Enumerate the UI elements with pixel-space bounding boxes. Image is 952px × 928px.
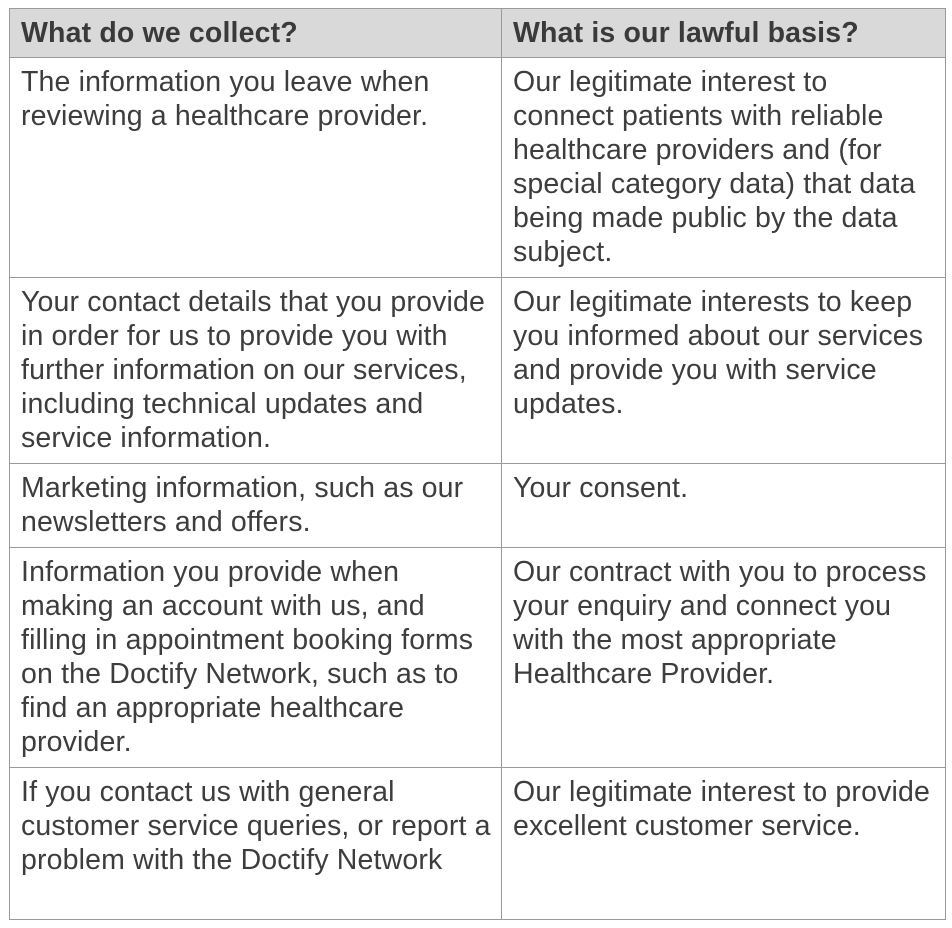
cell-collect: If you contact us with general customer service queries, or report a problem with the Doctify Network <box>10 768 502 920</box>
cell-collect: Marketing information, such as our newsletters and offers. <box>10 464 502 548</box>
table-row <box>10 768 946 920</box>
cell-lawful-basis: Our contract with you to process your enquiry and connect you with the most appropriate Healthcare Provider. <box>502 548 946 768</box>
lawful-basis-table-container <box>9 8 946 920</box>
cell-collect: Your contact details that you provide in order for us to provide you with further information on our services, including technical updates and service information. <box>10 278 502 464</box>
cell-lawful-basis: Our legitimate interest to connect patients with reliable healthcare providers and (for special category data) that data being made public by the data subject. <box>502 58 946 278</box>
table-header-row <box>10 9 946 58</box>
cell-collect: Information you provide when making an account with us, and filling in appointment booking forms on the Doctify Network, such as to find an appropriate healthcare provider. <box>10 548 502 768</box>
cell-lawful-basis: Our legitimate interest to provide excellent customer service. <box>502 768 946 920</box>
column-header-lawful-basis: What is our lawful basis? <box>502 9 946 58</box>
table-row <box>10 278 946 464</box>
table-header <box>10 9 946 58</box>
cell-lawful-basis: Your consent. <box>502 464 946 548</box>
cell-lawful-basis: Our legitimate interests to keep you informed about our services and provide you with service updates. <box>502 278 946 464</box>
column-header-collect: What do we collect? <box>10 9 502 58</box>
cell-collect: The information you leave when reviewing a healthcare provider. <box>10 58 502 278</box>
table-row <box>10 58 946 278</box>
table-row <box>10 464 946 548</box>
lawful-basis-table <box>9 8 946 920</box>
table-row <box>10 548 946 768</box>
table-body <box>10 58 946 920</box>
